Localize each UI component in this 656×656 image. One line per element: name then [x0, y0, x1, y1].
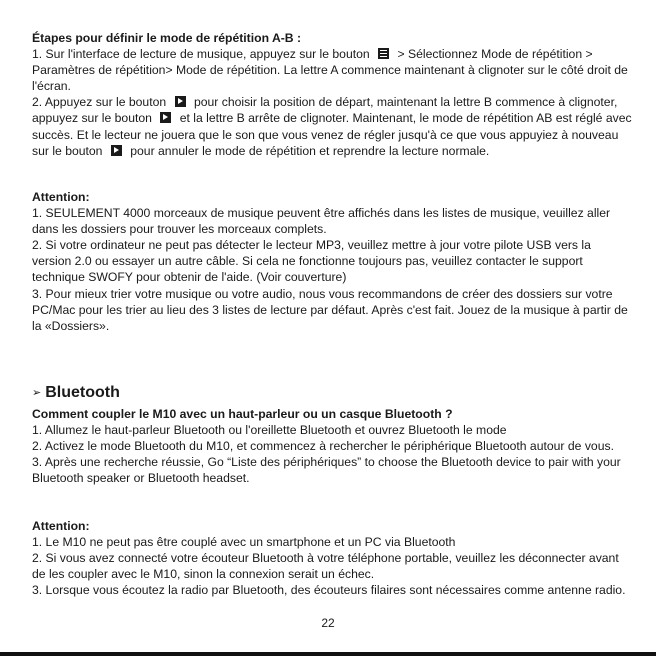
attention-section-2	[32, 518, 632, 598]
attention-title-2: Attention:	[32, 519, 90, 533]
attention-title-1: Attention:	[32, 190, 90, 204]
page-number: 22	[321, 616, 335, 630]
bluetooth-section	[32, 406, 632, 486]
next-icon	[175, 96, 186, 107]
attention-2-item-2: 2. Si vous avez connecté votre écouteur Bluetooth à votre téléphone portable, veuillez les déconnecter avant de les coupler avec le M10, sinon la connexion serait un échec.	[32, 551, 619, 582]
menu-icon	[378, 48, 389, 59]
bluetooth-item-2: 2. Activez le mode Bluetooth du M10, et commencez à rechercher le périphérique Bluetooth autour de vous.	[32, 439, 614, 454]
arrow-bullet-icon: ➢	[32, 387, 42, 399]
attention-2-item-3: 3. Lorsque vous écoutez la radio par Bluetooth, des écouteurs filaires sont nécessaires comme antenne radio.	[32, 583, 626, 598]
attention-1-item-2: 2. Si votre ordinateur ne peut pas détecter le lecteur MP3, veuillez mettre à jour votre pilote USB vers la version 2.0 ou essayer un autre câble. Si cela ne fonctionne toujours pas, veuillez contacter le support technique SWOFY pour obtenir de l'aide. (Voir couverture)	[32, 238, 591, 285]
attention-2-item-1: 1. Le M10 ne peut pas être couplé avec un smartphone et un PC via Bluetooth	[32, 535, 456, 550]
bluetooth-item-3: 3. Après une recherche réussie, Go “Liste des périphériques” to choose the Bluetooth device to pair with your Bluetooth speaker or Bluetooth headset.	[32, 455, 621, 486]
bluetooth-question: Comment coupler le M10 avec un haut-parleur ou un casque Bluetooth ?	[32, 407, 453, 421]
next-icon	[111, 145, 122, 156]
ab-step-2: 2. Appuyez sur le bouton pour choisir la position de départ, maintenant la lettre B commence à clignoter, appuyez sur le bouton et la lettre B arrête de clignoter. Maintenant, le mode de répétition AB est réglé avec succès. Et le lecteur ne jouera que le son que vous venez de régler jusqu'à ce que vous appuyiez à nouveau sur le bouton pour annuler le mode de répétition et reprendre la lecture normale.	[32, 95, 632, 158]
bluetooth-heading: ➢ Bluetooth	[32, 384, 120, 401]
bluetooth-item-1: 1. Allumez le haut-parleur Bluetooth ou l'oreillette Bluetooth et ouvrez Bluetooth le mode	[32, 423, 507, 438]
ab-step-1: 1. Sur l'interface de lecture de musique, appuyez sur le bouton > Sélectionnez Mode de répétition > Paramètres de répétition> Mode de répétition. La lettre A commence maintenant à clignoter sur le côté droit de l'écran.	[32, 47, 628, 94]
next-icon	[160, 112, 171, 123]
attention-1-item-1: 1. SEULEMENT 4000 morceaux de musique peuvent être affichés dans les listes de musique, veuillez aller dans les dossiers pour trouver les morceaux complets.	[32, 206, 611, 237]
ab-repeat-title: Étapes pour définir le mode de répétition A-B :	[32, 31, 302, 45]
bottom-rule	[0, 652, 656, 656]
ab-repeat-section	[32, 30, 632, 159]
attention-1-item-3: 3. Pour mieux trier votre musique ou votre audio, nous vous recommandons de créer des dossiers sur votre PC/Mac pour les trier au lieu des 3 listes de lecture par défaut. Après c'est fait. Jouez de la musique à partir de la «Dossiers».	[32, 286, 628, 333]
attention-section-1	[32, 189, 632, 334]
